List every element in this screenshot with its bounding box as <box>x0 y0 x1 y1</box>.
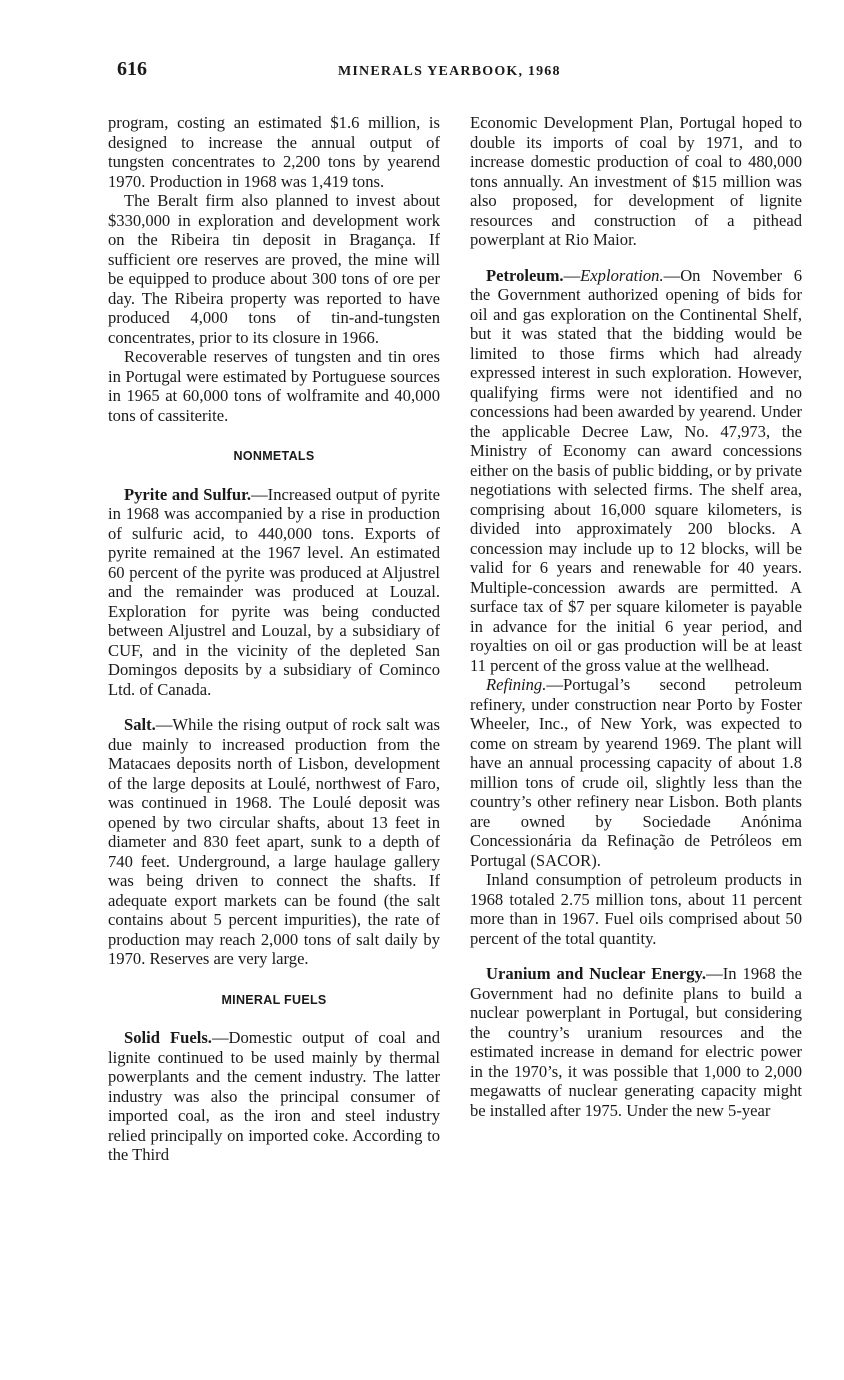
run-in-heading: Pyrite and Sulfur. <box>124 484 252 504</box>
run-in-heading: Salt. <box>124 715 156 734</box>
paragraph-text: —On November 6 the Government authorized opening of bids for oil and gas exploration on the Continental Shelf, but it was stated that the bidding would be limited to those firms which had already expressed interest in such exploration. However, qualifying firms were not identified and no concessions had been awarded by yearend. Under the applicable Decree Law, No. 47,973, the Ministry of Economy can award concessions either on the basis of public bidding, or by private negotiations with selected firms. The shelf area, comprising about 16,000 square kilometers, is divided into approximately 200 blocks. A concession may include up to 12 blocks, will be valid for 6 years and renewable for 40 years. Multiple-concession awards are permitted. A surface tax of $7 per square kilometer is payable in advance for the initial 6 year period, and royalties on oil or gas production will be at least 11 percent of the gross value at the wellhead. <box>470 265 802 675</box>
right-column <box>470 113 802 1120</box>
paragraph-text: —Portugal’s second petroleum refinery, under construction near Porto by Foster Wheeler, Inc., of New York, was expected to come on stream by yearend 1969. The plant will have an annual processing capacity of about 1.8 million tons of crude oil, slightly less than the country’s other refinery near Lisbon. Both plants are owned by Sociedade Anónima Concessionária da Refinação de Petróleos em Portugal (SACOR). <box>470 675 802 870</box>
section-heading-mineral-fuels: MINERAL FUELS <box>221 992 327 1007</box>
paragraph: The Beralt firm also planned to invest about $330,000 in exploration and development work on the Ribeira tin deposit in Bragança. If sufficient ore reserves are proved, the mine will be equipped to produce about 300 tons of ore per day. The Ribeira property was reported to have produced 4,000 tons of tin-and-tungsten concentrates, prior to its closure in 1966. <box>108 191 440 347</box>
paragraph-refining <box>470 675 802 870</box>
run-in-heading: Solid Fuels. <box>124 1028 212 1047</box>
paragraph-uranium <box>470 964 802 1120</box>
running-head: MINERALS YEARBOOK, 1968 <box>338 64 561 79</box>
paragraph: Recoverable reserves of tungsten and tin ores in Portugal were estimated by Portuguese sources in 1965 at 60,000 tons of wolframite and 40,000 tons of cassiterite. <box>108 347 440 425</box>
paragraph-solid-fuels <box>108 1028 440 1165</box>
run-in-subheading: Refining. <box>486 675 547 694</box>
paragraph-text: —While the rising output of rock salt was due mainly to increased production from the Matacaes deposits north of Lisbon, development of the large deposits at Loulé, northwest of Faro, was continued in 1968. The Loulé deposit was opened by two circular shafts, about 13 feet in diameter and 830 feet apart, sunk to a depth of 740 feet. Underground, a large haulage gallery was being driven to connect the shafts. If adequate export markets can be found (the salt contains about 5 percent impurities), the rate of production may reach 2,000 tons of salt daily by 1970. Reserves are very large. <box>108 715 440 968</box>
paragraph-text: —Increased output of pyrite in 1968 was accompanied by a rise in production of sulfuric acid, to 440,000 tons. Exports of pyrite remained at the 1967 level. An estimated 60 percent of the pyrite was produced at Aljustrel and the remainder was produced at Louzal. Exploration for pyrite was being conducted between Aljustrel and Louzal, by a subsidiary of CUF, and in the vicinity of the depleted San Domingos deposits by a subsidiary of Cominco Ltd. of Canada. <box>108 484 440 699</box>
paragraph-text: —In 1968 the Government had no definite plans to build a nuclear powerplant in Portugal, but considering the country’s uranium resources and the estimated increase in demand for electric power in the 1970’s, it was possible that 1,000 to 2,000 megawatts of nuclear generating capacity might be installed after 1975. Under the new 5-year <box>470 964 802 1120</box>
paragraph-petroleum <box>470 266 802 676</box>
paragraph-pyrite <box>108 485 440 700</box>
paragraph: Economic Development Plan, Portugal hoped to double its imports of coal by 1971, and to increase domestic production of coal to 480,000 tons annually. An investment of $15 million was also proposed, for development of lignite resources and construction of a pithead powerplant at Rio Maior. <box>470 113 802 249</box>
paragraph-text: —Domestic output of coal and lignite continued to be used mainly by thermal powerplants and the cement industry. The latter industry was also the principal consumer of imported coal, as the iron and steel industry relied principally on imported coke. According to the Third <box>108 1028 440 1164</box>
run-in-heading: Petroleum. <box>486 265 564 285</box>
run-in-subheading: Exploration. <box>580 265 664 285</box>
paragraph: Inland consumption of petroleum products in 1968 totaled 2.75 million tons, about 11 percent more than in 1967. Fuel oils comprised about 50 percent of the total quantity. <box>470 870 802 948</box>
section-heading-nonmetals: NONMETALS <box>233 449 315 463</box>
paragraph: program, costing an estimated $1.6 million, is designed to increase the annual output of tungsten concentrates to 2,200 tons by yearend 1970. Production in 1968 was 1,419 tons. <box>108 113 440 191</box>
page-number: 616 <box>117 58 147 80</box>
left-column <box>108 113 440 1165</box>
paragraph-salt <box>108 715 440 969</box>
dash: — <box>563 265 581 285</box>
run-in-heading: Uranium and Nuclear Energy. <box>486 964 707 983</box>
